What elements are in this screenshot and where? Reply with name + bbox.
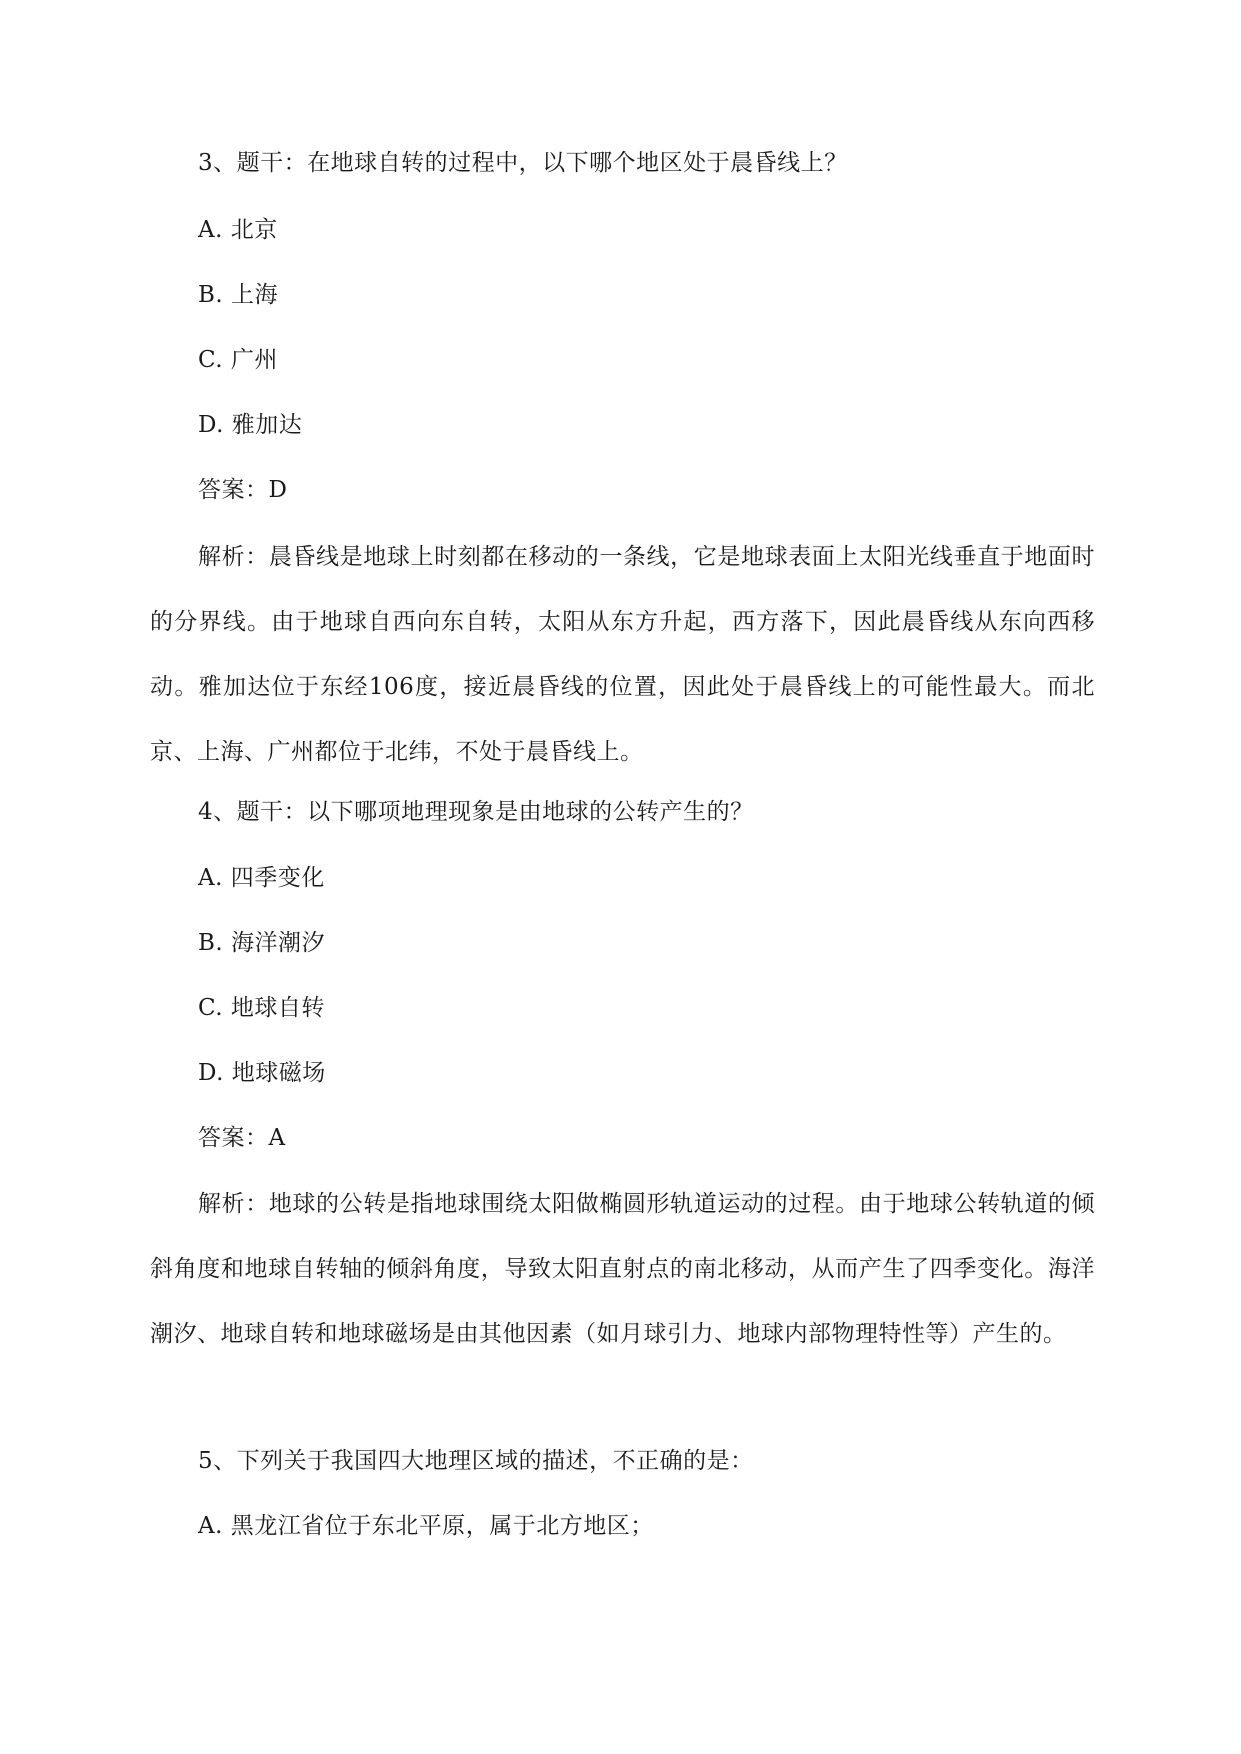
question-3-option-d: D. 雅加达	[198, 412, 303, 438]
question-3-option-b: B. 上海	[198, 282, 279, 308]
question-5-stem: 5、下列关于我国四大地理区域的描述，不正确的是：	[198, 1448, 754, 1474]
question-4-answer: 答案：A	[198, 1125, 286, 1151]
question-4-option-b: B. 海洋潮汐	[198, 930, 326, 956]
question-3-answer: 答案：D	[198, 477, 288, 503]
question-3-analysis: 解析：晨昏线是地球上时刻都在移动的一条线，它是地球表面上太阳光线垂直于地面时的分界线。由于地球自西向东自转，太阳从东方升起，西方落下，因此晨昏线从东向西移动。雅加达位于东经106度，接近晨昏线的位置，因此处于晨昏线上的可能性最大。而北京、上海、广州都位于北纬，不处于晨昏线上。	[150, 544, 1095, 765]
question-3-option-a: A. 北京	[198, 217, 278, 243]
question-4-analysis: 解析：地球的公转是指地球围绕太阳做椭圆形轨道运动的过程。由于地球公转轨道的倾斜角度和地球自转轴的倾斜角度，导致太阳直射点的南北移动，从而产生了四季变化。海洋潮汐、地球自转和地球磁场是由其他因素（如月球引力、地球内部物理特性等）产生的。	[150, 1191, 1095, 1347]
question-4-option-d: D. 地球磁场	[198, 1060, 326, 1086]
question-3-option-c: C. 广州	[198, 347, 278, 373]
question-5-option-a: A. 黑龙江省位于东北平原，属于北方地区；	[198, 1513, 654, 1539]
question-3-stem: 3、题干：在地球自转的过程中，以下哪个地区处于晨昏线上？	[198, 150, 848, 176]
question-4-option-c: C. 地球自转	[198, 995, 325, 1021]
question-4-option-a: A. 四季变化	[198, 865, 325, 891]
question-4-stem: 4、题干：以下哪项地理现象是由地球的公转产生的？	[198, 799, 754, 825]
